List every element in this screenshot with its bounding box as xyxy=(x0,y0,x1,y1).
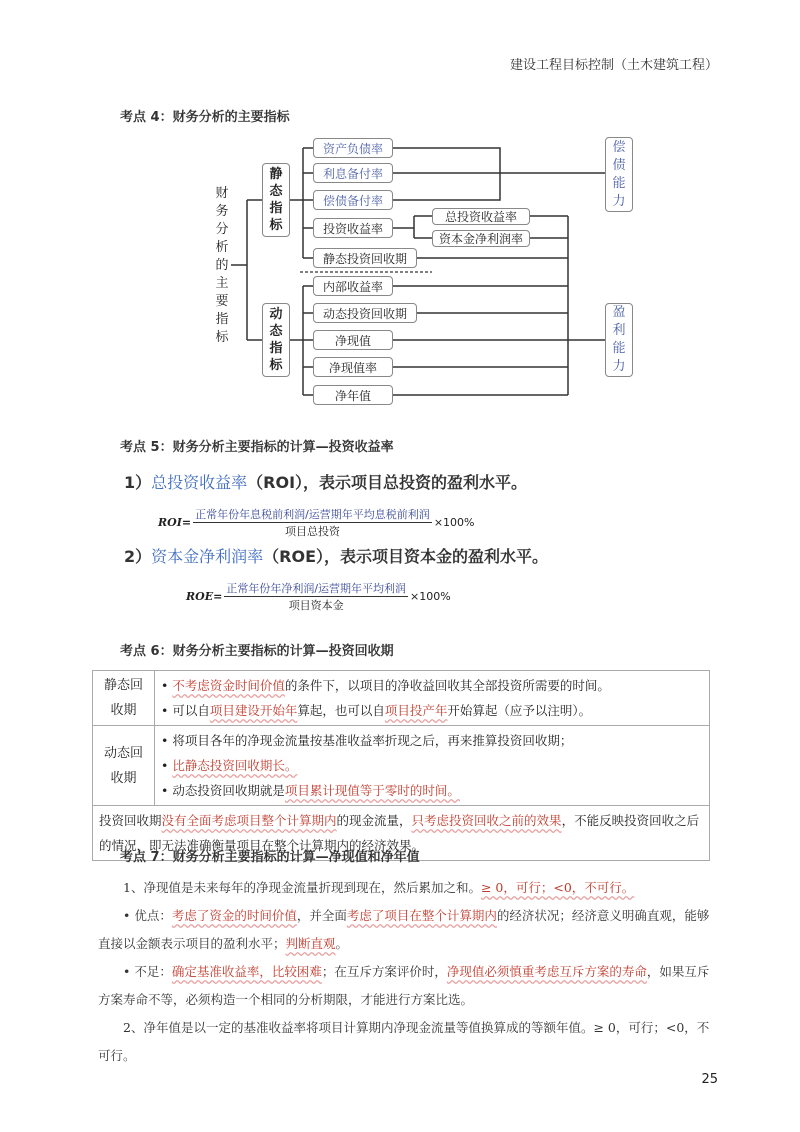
section-6-title: 考点 6：财务分析主要指标的计算—投资回收期 xyxy=(120,644,394,659)
paragraph: 1、净现值是未来每年的净现金流量折现到现在，然后累加之和。≥ 0，可行；<0，不可行。 xyxy=(123,880,635,895)
roe-formula: ROE= $\frac{\text{正常年份年净利润/运营期年平均利润}}{\text{项目资本金}}$ ×100% xyxy=(186,582,451,612)
payback-period-table xyxy=(92,670,710,861)
indicator-box: 内部收益率 xyxy=(313,276,393,296)
table-row xyxy=(93,726,710,806)
roe-heading: 2）资本金净利润率（ROE），表示项目资本金的盈利水平。 xyxy=(124,547,549,566)
sub-indicator-box: 总投资收益率 xyxy=(432,208,530,225)
indicator-box: 净现值 xyxy=(313,330,393,350)
diagram-connectors xyxy=(0,0,800,420)
dynamic-indicators-box: 动态指标 xyxy=(262,303,290,377)
row-header: 动态回收期 xyxy=(93,726,155,806)
sub-indicator-box: 资本金净利润率 xyxy=(432,230,530,247)
roi-formula: ROI= $\frac{\text{正常年份年息税前利润/运营期年平均息税前利润}}{\text{项目总投资}}$ ×100% xyxy=(158,508,475,538)
roi-heading: 1）总投资收益率（ROI），表示项目总投资的盈利水平。 xyxy=(124,473,528,492)
table-cell: • 不考虑资金时间价值的条件下，以项目的净收益回收其全部投资所需要的时间。 • 可以自项目建设开始年算起，也可以自项目投产年开始算起（应予以注明）。 xyxy=(155,671,710,726)
indicator-box: 净年值 xyxy=(313,385,393,405)
indicator-box: 净现值率 xyxy=(313,357,393,377)
section-7-title: 考点 7：财务分析主要指标的计算—净现值和净年值 xyxy=(120,850,420,865)
npv-paragraphs xyxy=(98,874,714,1070)
row-header: 静态回收期 xyxy=(93,671,155,726)
indicator-box: 利息备付率 xyxy=(313,163,393,183)
diagram-root-label: 财务分析的主要指标 xyxy=(215,186,229,345)
indicator-box: 偿债备付率 xyxy=(313,190,393,210)
section-4-title: 考点 4：财务分析的主要指标 xyxy=(120,110,290,125)
indicator-box: 静态投资回收期 xyxy=(313,248,417,268)
table-note: 投资回收期没有全面考虑项目整个计算期内的现金流量，只考虑投资回收之前的效果，不能反映投资回收之后的情况，即无法准确衡量项目在整个计算期内的经济效果。 xyxy=(93,806,710,861)
indicator-box: 动态投资回收期 xyxy=(313,303,417,323)
paragraph: 2、净年值是以一定的基准收益率将项目计算期内净现金流量等值换算成的等额年值。≥ 0，可行；<0，不可行。 xyxy=(98,1020,710,1063)
paragraph: • 不足：确定基准收益率，比较困难；在互斥方案评价时，净现值必须慎重考虑互斥方案的寿命，如果互斥方案寿命不等，必须构造一个相同的分析期限，才能进行方案比选。 xyxy=(98,964,710,1007)
section-5-title: 考点 5：财务分析主要指标的计算—投资收益率 xyxy=(120,440,394,455)
paragraph: • 优点：考虑了资金的时间价值，并全面考虑了项目在整个计算期内的经济状况；经济意义明确直观，能够直接以金额表示项目的盈利水平；判断直观。 xyxy=(98,908,710,951)
profitability-box: 盈利能力 xyxy=(605,303,633,377)
table-cell: • 将项目各年的净现金流量按基准收益率折现之后，再来推算投资回收期； • 比静态投资回收期长。 • 动态投资回收期就是项目累计现值等于零时的时间。 xyxy=(155,726,710,806)
table-row xyxy=(93,671,710,726)
indicator-box: 投资收益率 xyxy=(313,218,393,238)
static-indicators-box: 静态指标 xyxy=(262,163,290,237)
page-number: 25 xyxy=(701,1072,718,1087)
running-header: 建设工程目标控制（土木建筑工程） xyxy=(509,58,718,73)
indicator-box: 资产负债率 xyxy=(313,138,393,158)
solvency-box: 偿债能力 xyxy=(605,137,633,212)
